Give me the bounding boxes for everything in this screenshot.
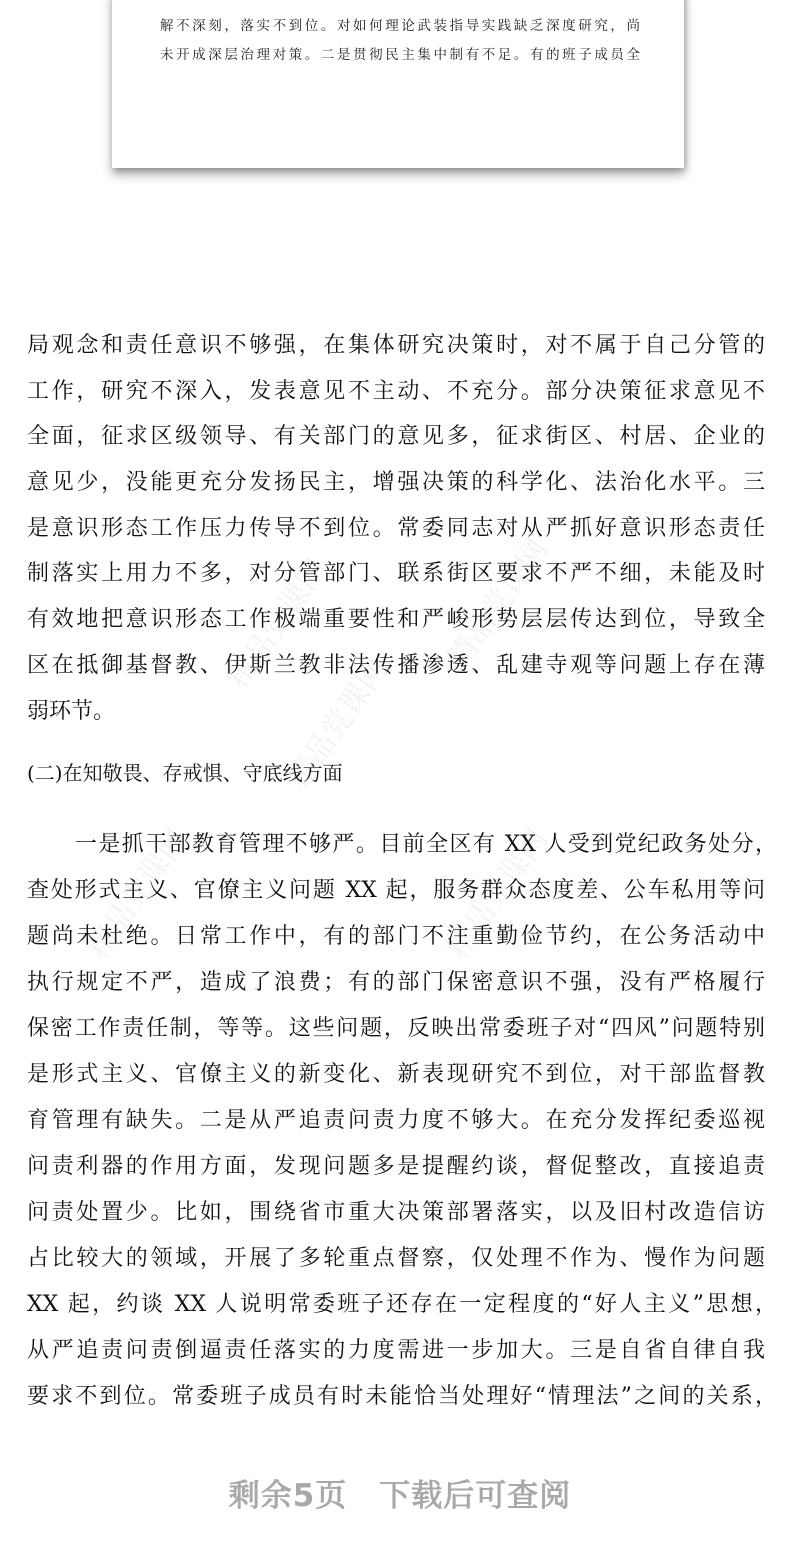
paragraph-line: XX 起，约谈 XX 人说明常委班子还存在一定程度的“好人主义”思想， bbox=[27, 1292, 777, 1317]
paragraph-line: 弱环节。 bbox=[27, 699, 116, 724]
paragraph-line: 区在抵御基督教、伊斯兰教非法传播渗透、乱建寺观等问题上存在薄 bbox=[27, 653, 765, 678]
paragraph-line: 是形式主义、官僚主义的新变化、新表现研究不到位，对干部监督教 bbox=[27, 1062, 765, 1087]
paragraph-line: 局观念和责任意识不够强，在集体研究决策时，对不属于自己分管的 bbox=[27, 333, 765, 358]
preview-page-card bbox=[112, 0, 684, 168]
remaining-pages-label: 剩余5页 bbox=[228, 1478, 348, 1514]
paragraph-line: 保密工作责任制，等等。这些问题，反映出常委班子对“四风”问题特别 bbox=[27, 1016, 765, 1041]
paragraph-line: 执行规定不严，造成了浪费；有的部门保密意识不强，没有严格履行 bbox=[27, 970, 765, 995]
watermark: 精品党课网 bbox=[440, 532, 556, 676]
watermark: 精品党课网 bbox=[280, 652, 396, 796]
download-prompt[interactable] bbox=[0, 1470, 800, 1515]
section-heading: (二)在知敬畏、存戒惧、守底线方面 bbox=[27, 761, 343, 785]
paragraph-line: 育管理有缺失。二是从严追责问责力度不够大。在充分发挥纪委巡视 bbox=[27, 1108, 765, 1133]
paragraph-line: 是意识形态工作压力传导不到位。常委同志对从严抓好意识形态责任 bbox=[27, 516, 765, 541]
paragraph-line: 制落实上用力不多，对分管部门、联系街区要求不严不细，未能及时 bbox=[27, 561, 765, 586]
paragraph-line: 从严追责问责倒逼责任落实的力度需进一步加大。三是自省自律自我 bbox=[27, 1338, 765, 1363]
paragraph-line: 问责处置少。比如，围绕省市重大决策部署落实，以及旧村改造信访 bbox=[27, 1200, 765, 1225]
card-text-line: 未开成深层治理对策。二是贯彻民主集中制有不足。有的班子成员全 bbox=[160, 47, 640, 63]
download-to-view-label: 下载后可查阅 bbox=[379, 1478, 572, 1514]
watermark: 精品党课网 bbox=[440, 822, 556, 966]
watermark: 精品党课网 bbox=[80, 822, 196, 966]
paragraph-line: 全面，征求区级领导、有关部门的意见多，征求街区、村居、企业的 bbox=[27, 424, 765, 449]
paragraph-line: 一是抓干部教育管理不够严。目前全区有 XX 人受到党纪政务处分， bbox=[75, 832, 777, 857]
paragraph-line: 问责利器的作用方面，发现问题多是提醒约谈，督促整改，直接追责 bbox=[27, 1154, 765, 1179]
card-text-line: 解不深刻，落实不到位。对如何理论武装指导实践缺乏深度研究，尚 bbox=[160, 18, 640, 34]
paragraph-line: 要求不到位。常委班子成员有时未能恰当处理好“情理法”之间的关系， bbox=[27, 1384, 777, 1409]
paragraph-line: 意见少，没能更充分发扬民主，增强决策的科学化、法治化水平。三 bbox=[27, 470, 765, 495]
paragraph-line: 题尚未杜绝。日常工作中，有的部门不注重勤俭节约，在公务活动中 bbox=[27, 924, 765, 949]
paragraph-line: 工作，研究不深入，发表意见不主动、不充分。部分决策征求意见不 bbox=[27, 379, 765, 404]
watermark: 精品党课网 bbox=[220, 552, 336, 696]
paragraph-line: 查处形式主义、官僚主义问题 XX 起，服务群众态度差、公车私用等问 bbox=[27, 878, 765, 903]
paragraph-line: 占比较大的领域，开展了多轮重点督察，仅处理不作为、慢作为问题 bbox=[27, 1246, 765, 1271]
paragraph-line: 有效地把意识形态工作极端重要性和严峻形势层层传达到位，导致全 bbox=[27, 607, 765, 632]
